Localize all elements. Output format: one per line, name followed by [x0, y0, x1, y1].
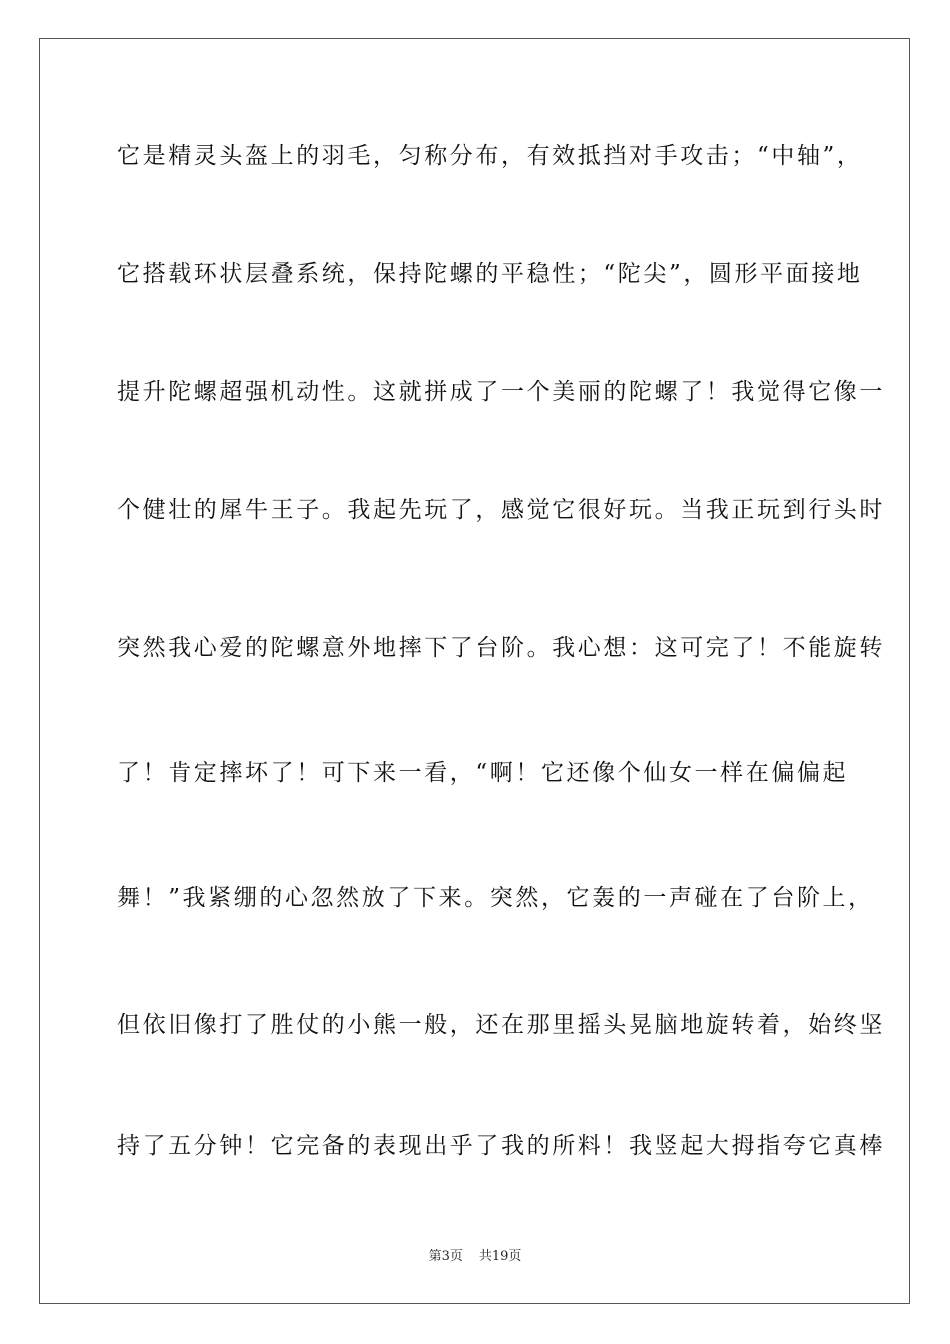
text-line-4: 个健壮的犀牛王子。我起先玩了，感觉它很好玩。当我正玩到行头时 — [117, 497, 885, 523]
text-line-5: 突然我心爱的陀螺意外地摔下了台阶。我心想：这可完了！不能旋转 — [117, 635, 885, 661]
text-line-9: 持了五分钟！它完备的表现出乎了我的所料！我竖起大拇指夸它真棒 — [117, 1133, 885, 1159]
text-line-1: 它是精灵头盔上的羽毛，匀称分布，有效抵挡对手攻击；“中轴”， — [117, 143, 863, 169]
text-line-6: 了！肯定摔坏了！可下来一看，“啊！它还像个仙女一样在偏偏起 — [117, 760, 849, 786]
page-border — [39, 38, 910, 1304]
text-line-3: 提升陀螺超强机动性。这就拼成了一个美丽的陀螺了！我觉得它像一 — [117, 379, 885, 405]
text-line-7: 舞！”我紧绷的心忽然放了下来。突然，它轰的一声碰在了台阶上， — [117, 885, 874, 911]
text-line-2: 它搭载环状层叠系统，保持陀螺的平稳性；“陀尖”，圆形平面接地 — [117, 261, 863, 287]
page-total: 共19页 — [478, 1249, 522, 1264]
page-number: 第3页 — [428, 1249, 463, 1264]
text-line-8: 但依旧像打了胜仗的小熊一般，还在那里摇头晃脑地旋转着，始终坚 — [117, 1012, 885, 1038]
page-footer — [0, 1248, 950, 1266]
